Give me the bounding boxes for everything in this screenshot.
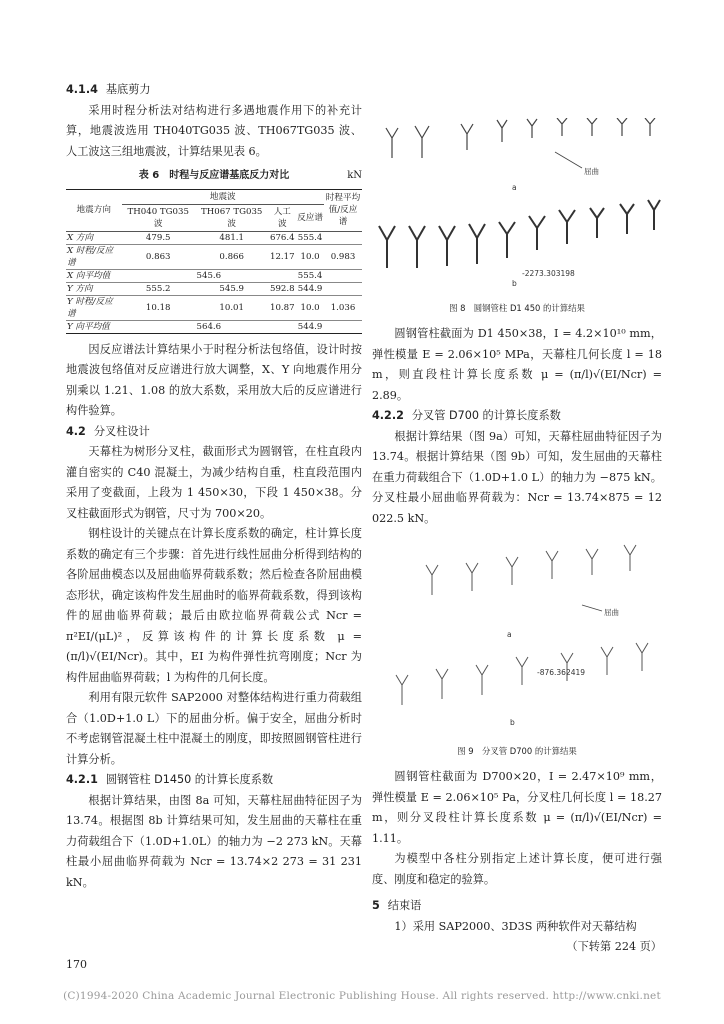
tree-columns-b: [379, 200, 660, 268]
header-direction: 地震方向: [66, 189, 122, 231]
paragraph: 圆钢管柱截面为 D1 450×38，I = 4.2×10¹⁰ mm，弹性模量 E = 2.06×10⁵ MPa，天幕柱几何长度 l = 18 m，则直段柱计算长度系数 μ = (π/l)√(EI/Ncr) = 2.89。: [372, 327, 662, 402]
figure-9-label-b: b: [510, 718, 515, 727]
paragraph: 根据计算结果（图 9a）可知，天幕柱屈曲特征因子为 13.74。根据计算结果（图 9b）可知，发生屈曲的天幕柱在重力荷载组合下（1.0D+1.0 L）的轴力为 −875 kN。分叉柱最小屈曲临界荷载为：Ncr = 13.74×875 = 12 022.5 kN。: [372, 429, 662, 525]
header-th067: TH067 TG035 波: [195, 204, 268, 231]
tree-columns-a: [386, 118, 655, 158]
figure-9-value: -876.362419: [537, 668, 586, 677]
figure-9-label-a: a: [507, 630, 512, 639]
table-row: X 方向 479.5 481.1 676.4 555.4: [66, 231, 362, 244]
continued-note: （下转第 224 页）: [566, 940, 662, 953]
figure-9-buckle-label: 屈曲: [604, 608, 619, 617]
figure-8-label-b: b: [512, 279, 517, 288]
header-th040: TH040 TG035 波: [122, 204, 195, 231]
figure-8: [372, 118, 662, 318]
figure-8-label-a: a: [512, 183, 517, 192]
section-heading-4-2-1: 4.2.1 圆钢管柱 D1450 的计算长度系数: [66, 773, 274, 786]
paragraph: 圆钢管柱截面为 D700×20，I = 2.47×10⁹ mm，弹性模量 E = 2.06×10⁵ Pa，分叉柱几何长度 l = 18.27 m，则分叉段柱计算长度系数 μ = (π/l)√(EI/Ncr) = 1.11。: [372, 770, 662, 845]
page-number: 170: [66, 958, 87, 971]
comparison-table: [66, 189, 362, 334]
section-heading-5: 5 结束语: [372, 899, 422, 912]
header-waves: 地震波: [122, 189, 325, 204]
section-heading-4-1-4: 4.1.4 基底剪力: [66, 83, 151, 96]
paragraph: 为模型中各柱分别指定上述计算长度，便可进行强度、刚度和稳定的验算。: [372, 852, 662, 886]
figure-9-plot: [372, 535, 662, 731]
paragraph: 天幕柱为树形分叉柱，截面形式为圆钢管，在柱直段内灌自密实的 C40 混凝土，为减少结构自重，柱直段范围内采用了变截面，上段为 1 450×30，下段 1 450×38。分叉柱截面形式为钢管，尺寸为 700×20。: [66, 445, 362, 520]
table-row: Y 向平均值 564.6 544.9: [67, 321, 323, 332]
figure-9: [372, 535, 662, 761]
paragraph: 因反应谱法计算结果小于时程分析法包络值，设计时按地震波包络值对反应谱进行放大调整，X、Y 向地震作用分别乘以 1.21、1.08 的放大系数，采用放大后的反应谱进行构件验算。: [66, 342, 362, 417]
figure-9-caption: 图 9 分叉管 D700 的计算结果: [457, 745, 577, 756]
paragraph: 根据计算结果，由图 8a 可知，天幕柱屈曲特征因子为 13.74。根据图 8b 计算结果可知，发生屈曲的天幕柱在重力荷载组合下（1.0D+1.0L）的轴力为 −2 273 kN。天幕柱最小屈曲临界荷载为 Ncr = 13.74×2 273 = 31 231 kN。: [66, 793, 362, 889]
paragraph: 钢柱设计的关键点在计算长度系数的确定，柱计算长度系数的确定有三个步骤：首先进行线性屈曲分析得到结构的各阶屈曲模态以及屈曲临界荷载系数；然后检查各阶屈曲模态形状，确定该构件发生屈曲时的临界荷载系数，得到该构件的屈曲临界荷载；最后由欧拉临界荷载公式 Ncr = π²EI/(μL)²，反算该构件的计算长度系数 μ = (π/l)√(EI/Ncr)。其中，EI 为构件弹性抗弯刚度；Ncr 为构件屈曲临界荷载；l 为构件的几何长度。: [66, 527, 362, 684]
table-unit: kN: [347, 170, 362, 181]
table-caption: 表 6 时程与反应谱基底反力对比 kN: [66, 166, 362, 187]
figure-8-plot: [372, 118, 662, 288]
table-row: X 向平均值 545.6 555.4: [66, 269, 362, 282]
paragraph: 1）采用 SAP2000、3D3S 两种软件对天幕结构: [394, 919, 637, 933]
left-column: [66, 80, 362, 893]
figure-8-caption: 图 8 圆钢管柱 D1 450 的计算结果: [449, 302, 585, 313]
footer-copyright: (C)1994-2020 China Academic Journal Electronic Publishing House. All rights reserved. http://www.cnki.net: [63, 990, 661, 1002]
tree-columns-b: [396, 643, 648, 705]
section-heading-4-2-2: 4.2.2 分叉管 D700 的计算长度系数: [372, 409, 561, 422]
paragraph: 采用时程分析法对结构进行多遇地震作用下的补充计算，地震波选用 TH040TG035 波、TH067TG035 波、人工波这三组地震波，计算结果见表 6。: [66, 103, 362, 158]
table-row: Y 时程/反应谱 10.18 10.01 10.87 10.0 1.036: [66, 295, 362, 320]
header-artificial: 人工波: [268, 204, 296, 231]
section-heading-4-2: 4.2 分叉柱设计: [66, 424, 150, 438]
paragraph: 利用有限元软件 SAP2000 对整体结构进行重力荷载组合（1.0D+1.0 L）下的屈曲分析。偏于安全，屈曲分析时不考虑钢管混凝土柱中混凝土的刚度，即按照圆钢管柱进行计算分析。: [66, 691, 362, 766]
figure-8-value: -2273.303198: [522, 269, 575, 278]
tree-columns-a: [426, 545, 636, 595]
right-column: [372, 112, 662, 958]
header-ratio: 时程平均值/反应谱: [324, 189, 362, 231]
figure-8-buckle-label: 屈曲: [584, 167, 599, 176]
table-row: X 时程/反应谱 0.863 0.866 12.17 10.0 0.983: [66, 244, 362, 269]
header-spectrum: 反应谱: [296, 204, 324, 231]
table-row: Y 方向 555.2 545.9 592.8 544.9: [66, 282, 362, 295]
